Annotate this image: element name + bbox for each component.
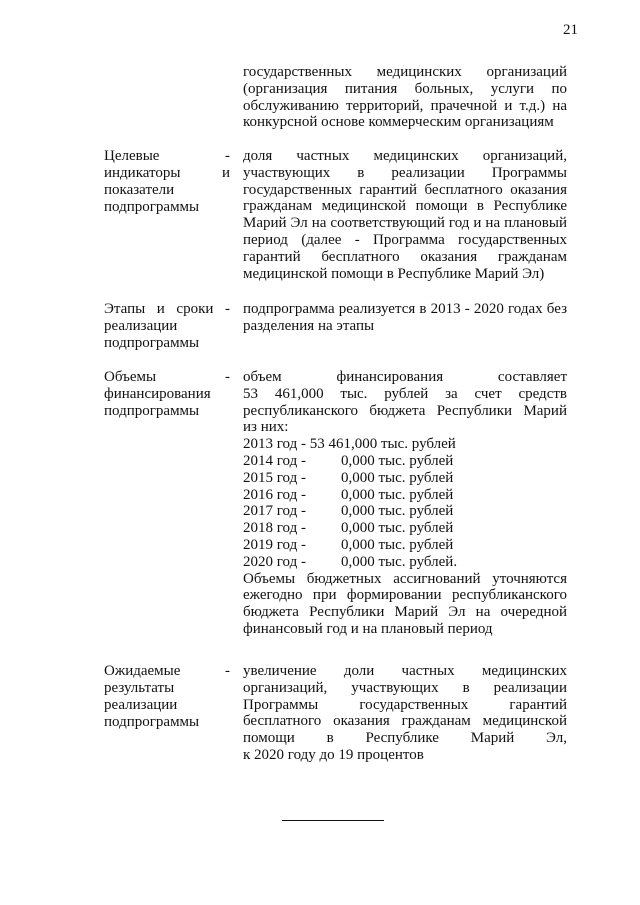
indicators-text <box>243 148 567 282</box>
text-line: объем финансирования составляет <box>243 369 567 385</box>
funding-dash: - <box>225 369 230 385</box>
continuation-text <box>243 64 567 131</box>
page-number: 21 <box>563 22 578 38</box>
text-line: из них: <box>243 419 289 436</box>
text-line: участвующих в реализации Программы <box>243 164 567 181</box>
text-line: государственных медицинских организаций <box>243 64 567 80</box>
label-line: подпрограммы <box>104 403 200 419</box>
funding-year: 2014 год - <box>243 452 306 469</box>
label-line: Этапы и сроки - <box>104 301 230 317</box>
funding-row: 2013 год - 53 461,000 тыс. рублей <box>243 436 456 453</box>
text-line: разделения на этапы <box>243 317 375 334</box>
funding-row <box>243 520 567 537</box>
stages-label <box>104 301 230 352</box>
funding-row <box>243 470 567 487</box>
text-line: конкурсной основе коммерческим организациям <box>243 114 554 131</box>
end-divider <box>282 820 384 821</box>
label-line: индикаторы и <box>104 165 230 181</box>
stages-text <box>243 301 567 335</box>
text-line: организаций, участвующих в реализации <box>243 679 567 696</box>
funding-row <box>243 487 567 504</box>
text-line: помощи в Республике Марий Эл, <box>243 730 567 747</box>
text-line: период (далее - Программа государственных <box>243 231 567 248</box>
text-line: Марий Эл на соответствующий год и на плановый <box>243 215 567 232</box>
label-line: подпрограммы <box>104 335 200 351</box>
funding-row <box>243 453 567 470</box>
text-line: подпрограмма реализуется в 2013 - 2020 годах без <box>243 301 567 317</box>
funding-year: 2015 год - <box>243 469 306 486</box>
funding-amount: 0,000 тыс. рублей <box>341 486 454 503</box>
funding-year: 2016 год - <box>243 486 306 503</box>
funding-amount: 0,000 тыс. рублей <box>341 469 454 486</box>
label-line: Объемы <box>104 369 157 385</box>
indicators-dash: - <box>225 148 230 164</box>
text-line: Программы государственных гарантий <box>243 696 567 713</box>
funding-amount: 0,000 тыс. рублей <box>341 452 454 469</box>
results-label <box>104 663 230 731</box>
text-line: обслуживанию территорий, прачечной и т.д.) на <box>243 97 567 114</box>
label-line: результаты <box>104 680 175 696</box>
funding-row <box>243 537 567 554</box>
text-line: государственных гарантий бесплатного оказания <box>243 181 567 198</box>
funding-amount: 0,000 тыс. рублей <box>341 503 454 520</box>
funding-year: 2020 год - <box>243 553 306 570</box>
funding-text <box>243 369 567 638</box>
label-line: Целевые <box>104 148 160 164</box>
text-line: республиканского бюджета Республики Марий <box>243 402 567 419</box>
text-line: ежегодно при формировании республиканского <box>243 587 567 604</box>
funding-amount: 0,000 тыс. рублей <box>341 536 454 553</box>
funding-amount: 0,000 тыс. рублей. <box>341 553 458 570</box>
text-line: медицинской помощи в Республике Марий Эл) <box>243 265 545 282</box>
results-text <box>243 663 567 764</box>
text-line: к 2020 году до 19 процентов <box>243 746 424 763</box>
label-line: Ожидаемые <box>104 663 181 679</box>
label-line: подпрограммы <box>104 199 200 215</box>
indicators-label <box>104 148 230 216</box>
text-line: гражданам медицинской помощи в Республике <box>243 198 567 215</box>
text-line: бюджета Республики Марий Эл на очередной <box>243 604 567 621</box>
text-line: гарантий бесплатного оказания гражданам <box>243 248 567 265</box>
funding-year: 2019 год - <box>243 536 306 553</box>
text-line: 53 461,000 тыс. рублей за счет средств <box>243 385 567 402</box>
text-line: увеличение доли частных медицинских <box>243 663 567 679</box>
funding-label <box>104 369 230 420</box>
text-line: финансовый год и на плановый период <box>243 620 493 637</box>
label-line: реализации <box>104 318 178 334</box>
label-line: реализации <box>104 697 178 713</box>
text-line: бесплатного оказания гражданам медицинской <box>243 713 567 730</box>
text-line: доля частных медицинских организаций, <box>243 148 567 164</box>
label-line: подпрограммы <box>104 714 200 730</box>
label-line: финансирования <box>104 386 211 402</box>
funding-row <box>243 554 567 571</box>
funding-row <box>243 503 567 520</box>
funding-amount: 0,000 тыс. рублей <box>341 520 454 537</box>
results-dash: - <box>225 663 230 679</box>
label-line: показатели <box>104 182 175 198</box>
funding-year: 2018 год - <box>243 520 306 537</box>
funding-year: 2017 год - <box>243 503 306 520</box>
text-line: (организация питания больных, услуги по <box>243 80 567 97</box>
text-line: Объемы бюджетных ассигнований уточняются <box>243 570 567 587</box>
